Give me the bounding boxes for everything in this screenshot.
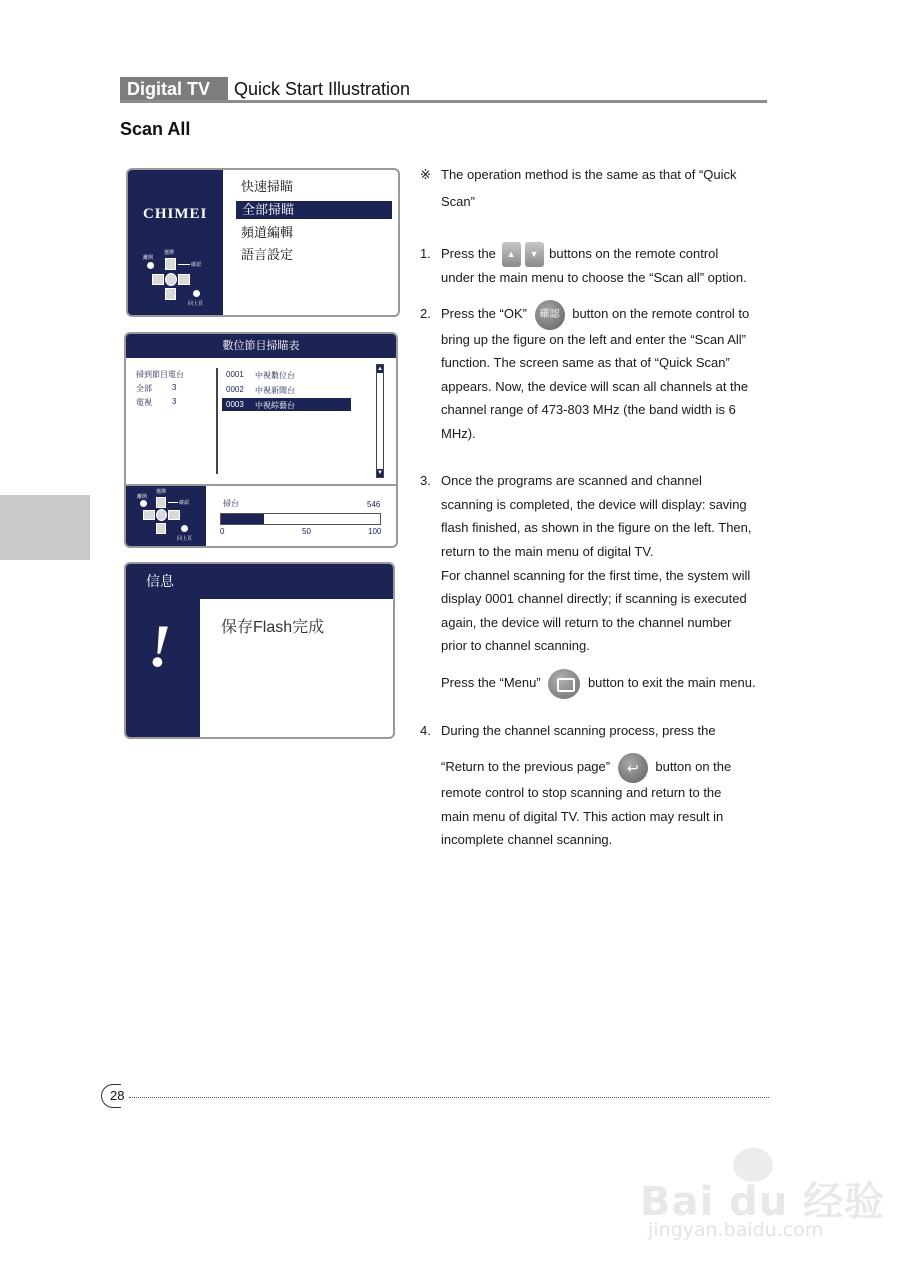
list-divider xyxy=(216,368,218,474)
progress-fill xyxy=(221,514,264,524)
right-key xyxy=(168,510,180,520)
info-title: 信息 xyxy=(126,564,393,599)
scrollbar xyxy=(376,364,384,478)
scale-min: 0 xyxy=(220,527,225,536)
step-text: button on the remote control to xyxy=(572,306,750,321)
step-text: flash finished, as shown in the figure on the left. Then, xyxy=(441,520,752,535)
note-line: Scan” xyxy=(441,194,475,209)
watermark-brand: Bai du 经验 xyxy=(640,1179,886,1225)
watermark-url: jingyan.baidu.com xyxy=(648,1219,824,1241)
header-title: Quick Start Illustration xyxy=(234,79,411,99)
menu-sidebar xyxy=(128,170,223,315)
ok-button-icon: 確認 xyxy=(535,300,565,330)
step-text: bring up the figure on the left and enter the “Scan All” xyxy=(441,332,746,347)
step-text: display 0001 channel directly; if scanning is executed xyxy=(441,591,747,606)
progress-bar xyxy=(220,513,381,525)
step-number: 2. xyxy=(420,306,431,321)
remote-diagram xyxy=(136,246,218,312)
channel-num: 0002 xyxy=(226,385,244,394)
step-text: scanning is completed, the device will display: saving xyxy=(441,497,747,512)
progress-label: 掃台 xyxy=(223,499,239,508)
all-label: 全部 xyxy=(136,384,152,393)
step-text: remote control to stop scanning and return to the xyxy=(441,785,722,800)
prev-dot xyxy=(181,525,188,532)
page-number: 28 xyxy=(110,1088,125,1103)
scan-progress-area xyxy=(126,484,396,548)
step-text: Press the “Menu” xyxy=(441,675,541,690)
up-key xyxy=(165,258,176,270)
scale-max: 100 xyxy=(368,527,382,536)
section-title: Scan All xyxy=(120,119,191,139)
tv-count: 3 xyxy=(172,397,177,406)
all-count: 3 xyxy=(172,383,177,392)
scale-mid: 50 xyxy=(302,527,311,536)
step-text: MHz). xyxy=(441,426,476,441)
step-text: button to exit the main menu. xyxy=(587,675,756,690)
exclamation-icon: ! xyxy=(148,613,172,679)
step-text: channel range of 473-803 MHz (the band width is 6 xyxy=(441,402,736,417)
left-key xyxy=(152,274,164,285)
step-text: Press the xyxy=(441,246,496,261)
remote-diagram xyxy=(134,488,206,546)
down-key xyxy=(165,288,176,300)
found-label: 掃到節目電台 xyxy=(136,370,184,379)
ok-key xyxy=(165,273,177,286)
channel-name: 中視新聞台 xyxy=(255,386,295,395)
header-tag: Digital TV xyxy=(120,77,228,101)
ok-label: 確認 xyxy=(191,262,202,268)
step-text: Once the programs are scanned and channel xyxy=(441,473,702,488)
menu-item-quick-scan: 快速掃瞄 xyxy=(241,179,294,194)
channel-name: 中視綜藝台 xyxy=(255,401,295,410)
footer-dotted-rule xyxy=(129,1097,769,1098)
step-number: 4. xyxy=(420,723,431,738)
step-text: under the main menu to choose the “Scan all” option. xyxy=(441,270,747,285)
remote-sidebar xyxy=(126,486,206,548)
step-text: incomplete channel scanning. xyxy=(441,832,613,847)
step-text: During the channel scanning process, press the xyxy=(441,723,716,738)
select-label: 選擇 xyxy=(164,250,175,256)
exit-label: 離開 xyxy=(143,255,154,261)
note-line: The operation method is the same as that of “Quick xyxy=(441,167,737,182)
right-key xyxy=(178,274,190,285)
return-button-icon: ↩ xyxy=(618,753,648,783)
step-text: function. The screen same as that of “Quick Scan” xyxy=(441,355,730,370)
scan-table-screenshot xyxy=(124,332,398,548)
step-text: appears. Now, the device will scan all channels at the xyxy=(441,379,749,394)
exit-label: 離開 xyxy=(137,494,148,500)
prev-label: 回上頁 xyxy=(188,301,204,307)
step-number: 3. xyxy=(420,473,431,488)
step-text: buttons on the remote control xyxy=(549,246,719,261)
info-message: 保存Flash完成 xyxy=(221,619,325,636)
ok-label: 確認 xyxy=(179,500,190,506)
scroll-down-icon: ▼ xyxy=(377,470,383,476)
down-button-icon: ▼ xyxy=(525,242,544,267)
header-rule xyxy=(120,100,767,103)
step-text: button on the xyxy=(655,759,732,774)
side-tab xyxy=(0,495,90,560)
exit-dot xyxy=(140,500,147,507)
select-label: 選擇 xyxy=(156,489,167,495)
tv-label: 電視 xyxy=(136,398,152,407)
menu-item-language: 語言設定 xyxy=(241,247,294,262)
note-symbol: ※ xyxy=(420,167,431,182)
progress-value: 546 xyxy=(367,500,381,509)
down-key xyxy=(156,523,166,534)
scroll-up-icon: ▲ xyxy=(377,366,383,372)
channel-num: 0003 xyxy=(226,400,244,409)
step-text: “Return to the previous page” xyxy=(441,759,611,774)
menu-button-icon xyxy=(548,669,580,699)
step-text: main menu of digital TV. This action may result in xyxy=(441,809,724,824)
info-icon-area xyxy=(126,599,200,737)
scan-table-title: 數位節目掃瞄表 xyxy=(126,334,396,358)
step-text: For channel scanning for the first time, the system will xyxy=(441,568,751,583)
prev-dot xyxy=(193,290,200,297)
channel-name: 中視數位台 xyxy=(255,371,295,380)
step-3-menu-line xyxy=(441,662,756,704)
ok-pointer xyxy=(178,264,190,265)
step-text: return to the main menu of digital TV. xyxy=(441,544,654,559)
step-number: 1. xyxy=(420,246,431,261)
step-text: prior to channel scanning. xyxy=(441,638,590,653)
channel-num: 0001 xyxy=(226,370,244,379)
step-text: again, the device will return to the channel number xyxy=(441,615,732,630)
up-button-icon: ▲ xyxy=(502,242,521,267)
up-key xyxy=(156,497,166,508)
ok-pointer xyxy=(168,502,178,503)
main-menu-screenshot xyxy=(126,168,400,317)
info-dialog-screenshot xyxy=(124,562,395,739)
exit-dot xyxy=(147,262,154,269)
step-text: Press the “OK” xyxy=(441,306,527,321)
menu-item-channel-edit: 頻道編輯 xyxy=(241,225,294,240)
chimei-logo: CHIMEI xyxy=(143,206,208,222)
prev-label: 回上頁 xyxy=(177,536,193,542)
left-key xyxy=(143,510,155,520)
ok-key xyxy=(156,509,167,521)
menu-item-scan-all: 全部掃瞄 xyxy=(236,201,392,219)
